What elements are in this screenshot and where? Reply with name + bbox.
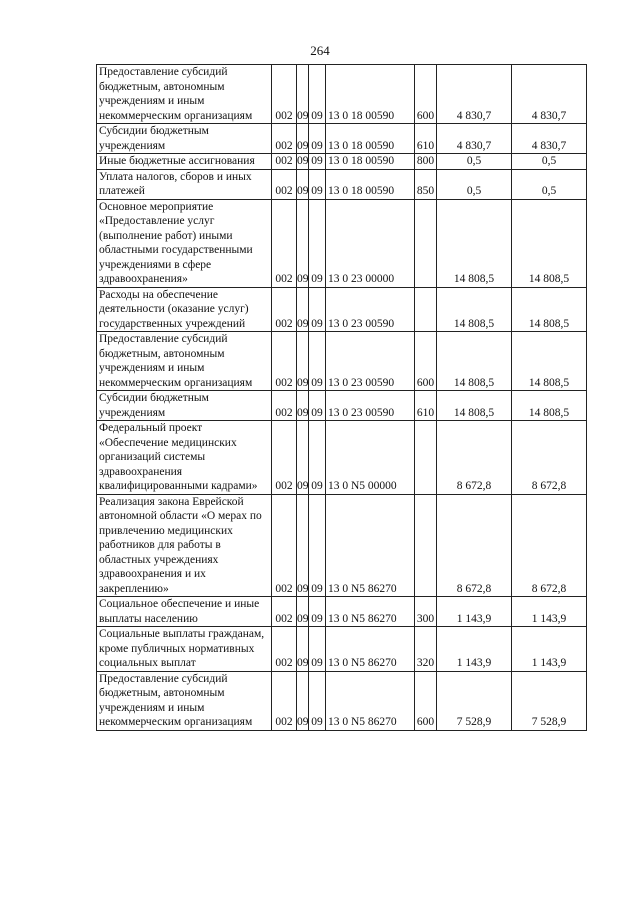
section-code: 09 [297,124,309,154]
row-name: Расходы на обеспечение деятельности (оказание услуг) государственных учреждений [97,287,272,332]
target-article-code: 13 0 18 00590 [326,154,415,170]
amount-2: 8 672,8 [512,494,587,597]
table-row [97,671,587,730]
amount-1: 14 808,5 [437,332,512,391]
row-name: Предоставление субсидий бюджетным, автономным учреждениям и иным некоммерческим организациям [97,671,272,730]
amount-2: 4 830,7 [512,65,587,124]
amount-2: 4 830,7 [512,124,587,154]
target-article-code: 13 0 18 00590 [326,169,415,199]
grbs-code: 002 [272,124,297,154]
grbs-code: 002 [272,199,297,287]
row-name: Социальные выплаты гражданам, кроме публичных нормативных социальных выплат [97,627,272,672]
subsection-code: 09 [309,287,326,332]
amount-1: 4 830,7 [437,65,512,124]
row-name: Основное мероприятие «Предоставление услуг (выполнение работ) иными областными государственными учреждениями в сфере здравоохранения» [97,199,272,287]
target-article-code: 13 0 N5 86270 [326,597,415,627]
page-number: 264 [310,43,330,58]
grbs-code: 002 [272,287,297,332]
target-article-code: 13 0 18 00590 [326,124,415,154]
grbs-code: 002 [272,154,297,170]
amount-1: 4 830,7 [437,124,512,154]
amount-2: 14 808,5 [512,287,587,332]
section-code: 09 [297,494,309,597]
grbs-code: 002 [272,391,297,421]
subsection-code: 09 [309,627,326,672]
expense-type-code [415,421,437,495]
expense-type-code: 610 [415,391,437,421]
subsection-code: 09 [309,332,326,391]
section-code: 09 [297,199,309,287]
target-article-code: 13 0 23 00000 [326,199,415,287]
target-article-code: 13 0 N5 86270 [326,671,415,730]
amount-1: 1 143,9 [437,597,512,627]
row-name: Предоставление субсидий бюджетным, автономным учреждениям и иным некоммерческим организациям [97,65,272,124]
expense-type-code: 600 [415,65,437,124]
grbs-code: 002 [272,65,297,124]
subsection-code: 09 [309,421,326,495]
subsection-code: 09 [309,494,326,597]
row-name: Социальное обеспечение и иные выплаты населению [97,597,272,627]
amount-2: 7 528,9 [512,671,587,730]
expense-type-code: 610 [415,124,437,154]
table-row [97,199,587,287]
amount-2: 14 808,5 [512,199,587,287]
subsection-code: 09 [309,199,326,287]
section-code: 09 [297,671,309,730]
table-row [97,597,587,627]
section-code: 09 [297,169,309,199]
row-name: Иные бюджетные ассигнования [97,154,272,170]
amount-2: 1 143,9 [512,627,587,672]
expense-type-code: 850 [415,169,437,199]
amount-1: 1 143,9 [437,627,512,672]
amount-2: 0,5 [512,169,587,199]
amount-1: 7 528,9 [437,671,512,730]
grbs-code: 002 [272,627,297,672]
expense-type-code: 800 [415,154,437,170]
amount-1: 0,5 [437,169,512,199]
table-row [97,494,587,597]
section-code: 09 [297,627,309,672]
subsection-code: 09 [309,597,326,627]
amount-2: 1 143,9 [512,597,587,627]
row-name: Субсидии бюджетным учреждениям [97,124,272,154]
table-row [97,169,587,199]
subsection-code: 09 [309,65,326,124]
table-row [97,287,587,332]
amount-1: 8 672,8 [437,421,512,495]
expense-type-code: 320 [415,627,437,672]
amount-2: 14 808,5 [512,391,587,421]
target-article-code: 13 0 23 00590 [326,332,415,391]
table-row [97,332,587,391]
budget-table [96,64,587,731]
section-code: 09 [297,332,309,391]
subsection-code: 09 [309,169,326,199]
amount-2: 8 672,8 [512,421,587,495]
amount-2: 14 808,5 [512,332,587,391]
target-article-code: 13 0 N5 00000 [326,421,415,495]
grbs-code: 002 [272,671,297,730]
row-name: Уплата налогов, сборов и иных платежей [97,169,272,199]
subsection-code: 09 [309,154,326,170]
section-code: 09 [297,65,309,124]
section-code: 09 [297,597,309,627]
grbs-code: 002 [272,332,297,391]
section-code: 09 [297,155,309,167]
section-code: 09 [297,391,309,421]
target-article-code: 13 0 18 00590 [326,65,415,124]
expense-type-code: 300 [415,597,437,627]
table-row [97,154,587,170]
subsection-code: 09 [309,391,326,421]
expense-type-code [415,287,437,332]
row-name: Предоставление субсидий бюджетным, автономным учреждениям и иным некоммерческим организациям [97,332,272,391]
table-row [97,627,587,672]
table-row [97,124,587,154]
amount-1: 14 808,5 [437,199,512,287]
grbs-code: 002 [272,494,297,597]
target-article-code: 13 0 23 00590 [326,287,415,332]
target-article-code: 13 0 N5 86270 [326,494,415,597]
row-name: Реализация закона Еврейской автономной области «О мерах по привлечению медицинских работников для работы в областных учреждениях здравоохранения и их закреплению» [97,494,272,597]
amount-1: 14 808,5 [437,287,512,332]
subsection-code: 09 [309,124,326,154]
subsection-code: 09 [309,671,326,730]
target-article-code: 13 0 N5 86270 [326,627,415,672]
amount-1: 0,5 [437,154,512,170]
amount-1: 14 808,5 [437,391,512,421]
row-name: Субсидии бюджетным учреждениям [97,391,272,421]
amount-2: 0,5 [512,154,587,170]
table-row [97,391,587,421]
row-name: Федеральный проект «Обеспечение медицинских организаций системы здравоохранения квалифицированными кадрами» [97,421,272,495]
section-code: 09 [297,421,309,495]
grbs-code: 002 [272,169,297,199]
amount-1: 8 672,8 [437,494,512,597]
expense-type-code: 600 [415,332,437,391]
expense-type-code: 600 [415,671,437,730]
expense-type-code [415,494,437,597]
grbs-code: 002 [272,597,297,627]
table-row [97,65,587,124]
expense-type-code [415,199,437,287]
table-row [97,421,587,495]
grbs-code: 002 [272,421,297,495]
section-code: 09 [297,287,309,332]
target-article-code: 13 0 23 00590 [326,391,415,421]
